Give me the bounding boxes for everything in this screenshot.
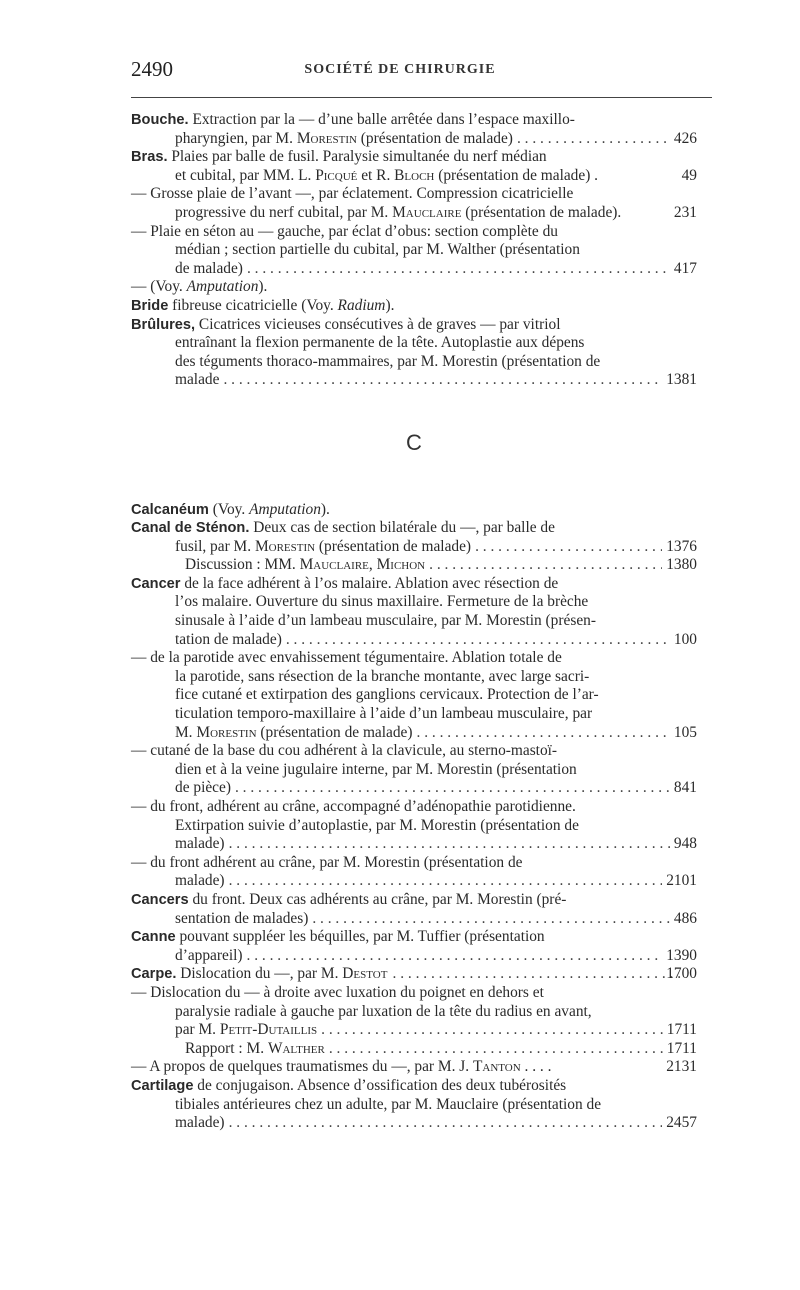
entry-text: la parotide, sans résection de la branche montante, avec large sacri-: [175, 667, 590, 685]
page-ref: 948: [673, 835, 697, 853]
entry-text: ticulation temporo-maxillaire à l’aide d’un lambeau musculaire, par: [175, 705, 593, 723]
entry-cancer-front-1: [131, 798, 697, 854]
page-ref: 100: [673, 630, 697, 648]
index-content: [131, 111, 697, 1133]
entry-keyword: Cartilage: [131, 1077, 194, 1094]
entry-text: de malade): [175, 259, 243, 277]
page-ref: 1381: [666, 371, 697, 389]
cross-reference: Amputation: [186, 278, 259, 296]
entry-keyword: Canal de Sténon.: [131, 520, 250, 537]
entry-text: du front. Deux cas adhérents au crâne, par M. Morestin (pré-: [188, 890, 567, 908]
entry-text: malade): [175, 835, 225, 853]
section-letter: C: [406, 429, 422, 455]
leader-dots: [417, 724, 670, 743]
entry-text: ).: [385, 296, 395, 314]
page-ref: 1376: [666, 537, 697, 555]
entry-text: Extirpation suivie d’autoplastie, par M. Morestin (présentation de: [175, 816, 579, 834]
entry-canne: [131, 928, 697, 965]
page-ref: 2131: [666, 1058, 697, 1076]
entry-text: Rapport : M.: [185, 1039, 268, 1057]
page-ref: 1711: [666, 1021, 697, 1039]
entry-bride: [131, 297, 697, 316]
leader-dots: [229, 835, 670, 854]
page-ref: 1700: [666, 965, 697, 983]
entry-text: paralysie radiale à gauche par luxation de la tête du radius en avant,: [175, 1002, 592, 1020]
entry-text: médian ; section partielle du cubital, par M. Walther (présentation: [175, 241, 580, 259]
author-name: Tanton: [472, 1058, 521, 1076]
page-ref: 417: [673, 259, 697, 277]
entry-text: Cicatrices vicieuses consécutives à de graves — par vitriol: [195, 315, 561, 333]
author-name: Mauclaire: [392, 203, 462, 221]
entry-text: (présentation de malade): [356, 129, 513, 147]
entry-text: (Voy.: [208, 500, 250, 518]
entry-text: et cubital, par MM. L.: [175, 166, 316, 184]
entry-text: Discussion : MM.: [185, 556, 300, 574]
leader-dots: [429, 556, 662, 575]
entry-keyword: Bouche.: [131, 112, 189, 128]
leader-dots: [286, 631, 670, 650]
entry-text: d’appareil): [175, 946, 243, 964]
entry-cancer-parotide: [131, 649, 697, 742]
page-ref: 426: [673, 129, 697, 147]
leader-dots: [235, 779, 670, 798]
entry-text: et R.: [357, 166, 395, 184]
header-rule: [131, 97, 712, 98]
entry-text: — de la parotide avec envahissement tégumentaire. Ablation totale de: [131, 649, 562, 667]
leader-dots: [391, 965, 684, 984]
entry-text: ).: [258, 278, 268, 296]
entry-text: ).: [320, 500, 330, 518]
entry-text: (présentation de malade).: [461, 203, 622, 221]
entry-cartilage: [131, 1077, 697, 1133]
entry-bouche: [131, 111, 697, 148]
entry-text: — Dislocation du — à droite avec luxation du poignet en dehors et: [131, 983, 544, 1001]
entry-cancer: [131, 575, 697, 649]
page-ref: 49: [681, 166, 697, 184]
entry-keyword: Bride: [131, 297, 169, 314]
leader-dots: [229, 872, 663, 891]
entry-calcaneum: [131, 501, 697, 520]
entry-cancer-cou: [131, 742, 697, 798]
entry-keyword: Calcanéum: [131, 501, 209, 518]
entry-text: malade: [175, 371, 220, 389]
entry-text: des téguments thoraco-mammaires, par M. Morestin (présentation de: [175, 352, 601, 370]
entry-keyword: Canne: [131, 929, 176, 946]
entry-cancer-front-2: [131, 854, 697, 891]
entry-text: — cutané de la base du cou adhérent à la clavicule, au sterno-mastoï-: [131, 742, 558, 760]
author-name: Morestin: [196, 723, 257, 741]
author-name: Bloch: [394, 166, 435, 184]
entry-text: progressive du nerf cubital, par M.: [175, 203, 393, 221]
entry-text: M.: [175, 723, 197, 741]
entry-carpe-dislocation: [131, 984, 697, 1058]
entry-text: (présentation de malade): [315, 537, 472, 555]
entry-keyword: Brûlures,: [131, 316, 196, 333]
page-ref: 1380: [666, 556, 697, 574]
page-ref: 231: [673, 203, 697, 221]
entry-cancers: [131, 891, 697, 928]
entry-text: entraînant la flexion permanente de la tête. Autoplastie aux dépens: [175, 334, 585, 352]
entry-text: fusil, par M.: [175, 537, 255, 555]
page-ref: 105: [673, 723, 697, 741]
entry-text: fice cutané et extirpation des ganglions cervicaux. Protection de l’ar-: [175, 686, 599, 704]
leader-dots: [475, 538, 662, 557]
entry-brulures: [131, 316, 697, 390]
page-ref: 2457: [666, 1114, 697, 1132]
entry-text: de la face adhérent à l’os malaire. Ablation avec résection de: [180, 574, 559, 592]
entry-bras: [131, 148, 697, 185]
entry-text: par M.: [175, 1021, 220, 1039]
entry-keyword: Carpe.: [131, 966, 177, 983]
entry-text: fibreuse cicatricielle (Voy.: [168, 296, 338, 314]
entry-text: — A propos de quelques traumatismes du —, par M. J.: [131, 1058, 473, 1076]
author-name: Walther: [267, 1039, 325, 1057]
leader-dots: [223, 371, 662, 390]
entry-keyword: Cancer: [131, 575, 181, 592]
entry-text: l’os malaire. Ouverture du sinus maxillaire. Fermeture de la brèche: [175, 593, 589, 611]
author-name: Michon: [376, 556, 426, 574]
leader-dots: [517, 130, 670, 149]
author-name: Picqué: [315, 166, 358, 184]
cross-reference: Amputation: [249, 500, 321, 518]
author-name: Mauclaire: [299, 556, 369, 574]
entry-text: Extraction par la — d’une balle arrêtée dans l’espace maxillo-: [192, 111, 575, 128]
page-ref: 486: [673, 909, 697, 927]
entry-text: de pièce): [175, 779, 231, 797]
entry-text: pharyngien, par M.: [175, 129, 297, 147]
entry-text: — Grosse plaie de l’avant —, par éclatement. Compression cicatricielle: [131, 185, 574, 203]
author-name: Petit-Dutaillis: [219, 1021, 318, 1039]
page-ref: 2101: [666, 872, 697, 890]
entry-text: malade): [175, 1114, 225, 1132]
entry-text: de conjugaison. Absence d’ossification des deux tubérosités: [193, 1076, 567, 1094]
entry-keyword: Bras.: [131, 149, 168, 166]
entry-text: Deux cas de section bilatérale du —, par balle de: [249, 519, 555, 537]
author-name: Morestin: [296, 129, 357, 147]
entry-text: . . . .: [520, 1058, 552, 1076]
entry-canal-stenon: [131, 519, 697, 575]
page-number: 2490: [131, 57, 173, 81]
page-ref: 1390: [666, 946, 697, 964]
entry-bras-voy: [131, 278, 697, 297]
page-ref: 841: [673, 779, 697, 797]
entry-bras-seton: [131, 223, 697, 279]
entry-text: Plaies par balle de fusil. Paralysie simultanée du nerf médian: [171, 148, 547, 166]
leader-dots: [312, 910, 670, 929]
entry-text: — Plaie en séton au — gauche, par éclat d’obus: section complète du: [131, 222, 558, 240]
author-name: Morestin: [254, 537, 316, 555]
entry-carpe: [131, 965, 697, 984]
entry-text: sentation de malades): [175, 909, 309, 927]
cross-reference: Radium: [337, 296, 386, 314]
entry-bras-grosse-plaie: [131, 185, 697, 222]
entry-text: malade): [175, 872, 225, 890]
entry-text: — du front, adhérent au crâne, accompagné d’adénopathie parotidienne.: [131, 798, 576, 815]
author-name: Destot: [342, 965, 388, 983]
entry-keyword: Cancers: [131, 891, 189, 908]
entry-text: ,: [368, 556, 377, 574]
page-ref: 1711: [666, 1039, 697, 1057]
entry-text: pouvant suppléer les béquilles, par M. Tuffier (présentation: [175, 928, 545, 946]
entry-text: (présentation de malade) .: [434, 166, 599, 184]
entry-text: — du front adhérent au crâne, par M. Morestin (présentation de: [131, 853, 523, 871]
running-head: SOCIÉTÉ DE CHIRURGIE: [304, 62, 496, 77]
entry-text: (présentation de malade): [256, 723, 413, 741]
entry-carpe-traumatismes: [131, 1058, 697, 1077]
leader-dots: [247, 260, 670, 279]
entry-text: dien et à la veine jugulaire interne, par M. Morestin (présentation: [175, 760, 577, 778]
leader-dots: [229, 1114, 663, 1133]
entry-text: — (Voy.: [131, 278, 187, 296]
entry-text: sinusale à l’aide d’un lambeau musculaire, par M. Morestin (présen-: [175, 612, 596, 630]
entry-text: tibiales antérieures chez un adulte, par M. Mauclaire (présentation de: [175, 1095, 602, 1113]
leader-dots: [247, 947, 663, 966]
entry-text: Dislocation du —, par M.: [176, 965, 343, 983]
leader-dots: [321, 1021, 663, 1040]
entry-text: tation de malade): [175, 630, 282, 648]
leader-dots: [329, 1040, 663, 1059]
